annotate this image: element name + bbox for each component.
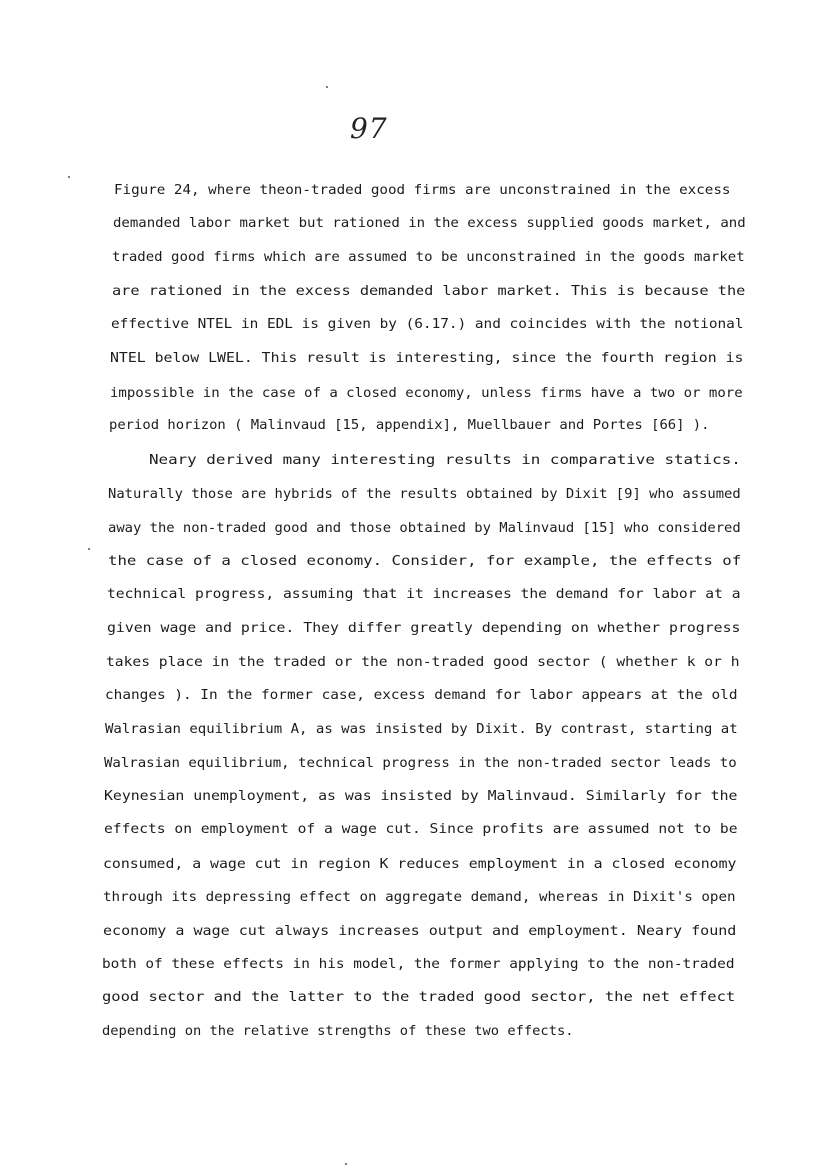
text-line: impossible in the case of a closed economy, unless firms have a two or more <box>110 386 743 401</box>
text-line: both of these effects in his model, the former applying to the non-traded <box>102 957 735 972</box>
text-line: given wage and price. They differ greatly depending on whether progress <box>107 621 741 636</box>
text-line: are rationed in the excess demanded labor market. This is because the <box>112 284 746 299</box>
scan-speck <box>345 1163 347 1165</box>
text-line: period horizon ( Malinvaud [15, appendix], Muellbauer and Portes [66] ). <box>109 418 710 433</box>
text-line: Keynesian unemployment, as was insisted by Malinvaud. Similarly for the <box>104 789 738 804</box>
text-line: effective NTEL in EDL is given by (6.17.) and coincides with the notional <box>111 317 744 332</box>
text-line: consumed, a wage cut in region K reduces employment in a closed economy <box>103 857 737 872</box>
scan-speck <box>326 86 328 88</box>
text-line: through its depressing effect on aggregate demand, whereas in Dixit's open <box>103 890 736 905</box>
text-line: demanded labor market but rationed in the excess supplied goods market, and <box>113 216 746 231</box>
text-line: Naturally those are hybrids of the results obtained by Dixit [9] who assumed <box>108 487 741 502</box>
text-line: good sector and the latter to the traded good sector, the net effect <box>102 990 736 1005</box>
text-line: the case of a closed economy. Consider, for example, the effects of <box>108 554 742 569</box>
text-line: traded good firms which are assumed to be unconstrained in the goods market <box>112 250 745 265</box>
scan-speck <box>88 548 90 550</box>
text-line: Figure 24, where theon-traded good firms are unconstrained in the excess <box>114 183 731 198</box>
scan-speck <box>68 176 70 178</box>
page-number: 97 <box>350 112 388 145</box>
text-line: economy a wage cut always increases output and employment. Neary found <box>103 924 737 939</box>
text-line: Walrasian equilibrium, technical progress in the non-traded sector leads to <box>104 756 737 771</box>
text-line: away the non-traded good and those obtained by Malinvaud [15] who considered <box>108 521 741 536</box>
text-line: NTEL below LWEL. This result is interesting, since the fourth region is <box>110 351 744 366</box>
text-line: changes ). In the former case, excess demand for labor appears at the old <box>105 688 738 703</box>
text-line: takes place in the traded or the non-traded good sector ( whether k or h <box>106 655 740 670</box>
text-line: Walrasian equilibrium A, as was insisted by Dixit. By contrast, starting at <box>105 722 738 737</box>
text-line: technical progress, assuming that it increases the demand for labor at a <box>107 587 741 602</box>
text-line: Neary derived many interesting results in comparative statics. <box>149 453 741 468</box>
text-line: depending on the relative strengths of these two effects. <box>102 1024 574 1039</box>
text-line: effects on employment of a wage cut. Since profits are assumed not to be <box>104 822 738 837</box>
